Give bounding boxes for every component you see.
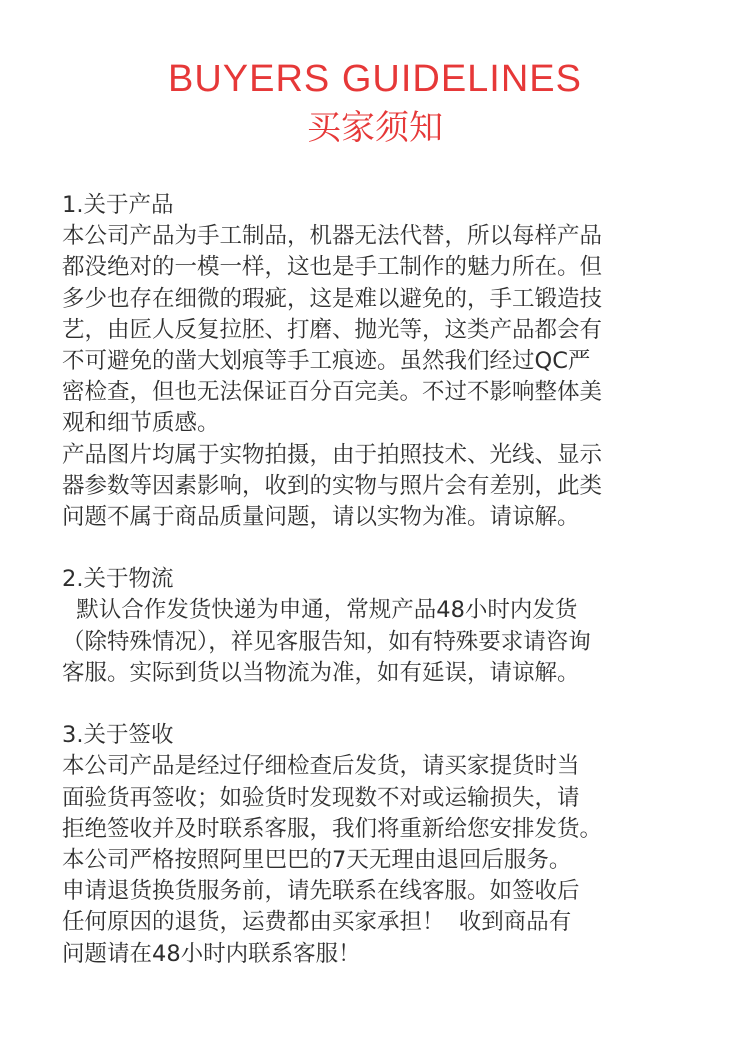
paragraph-line: 产品图片均属于实物拍摄，由于拍照技术、光线、显示 [62,441,603,468]
paragraph-line: 申请退货换货服务前，请先联系在线客服。如签收后 [62,878,580,905]
section-heading: 1.关于产品 [62,192,174,218]
paragraph-line: 不可避免的凿大划痕等手工痕迹。虽然我们经过QC严 [62,347,591,374]
paragraph-line: 问题请在48小时内联系客服！ [62,940,361,967]
title-english: BUYERS GUIDELINES [168,58,582,100]
paragraph-line: 问题不属于商品质量问题，请以实物为准。请谅解。 [62,503,580,530]
section-spacer [62,689,702,720]
section-products [62,190,702,533]
paragraph-line: 艺，由匠人反复拉胚、打磨、抛光等，这类产品都会有 [62,316,603,343]
section-logistics [62,564,702,689]
title-chinese: 买家须知 [307,108,443,148]
section-spacer [62,533,702,564]
section-heading: 3.关于签收 [62,722,174,749]
paragraph-line: 本公司产品为手工制品，机器无法代替，所以每样产品 [62,223,603,250]
paragraph-line: （除特殊情况），祥见客服告知，如有特殊要求请咨询 [62,628,591,655]
section-receipt [62,720,702,970]
paragraph-line: 密检查，但也无法保证百分百完美。不过不影响整体美 [62,379,603,406]
paragraph-line: 本公司产品是经过仔细检查后发货，请买家提货时当 [62,753,580,780]
paragraph-line: 器参数等因素影响，收到的实物与照片会有差别，此类 [62,472,603,499]
paragraph-line: 本公司严格按照阿里巴巴的7天无理由退回后服务。 [62,846,572,873]
paragraph-line: 默认合作发货快递为申通，常规产品48小时内发货 [62,597,578,624]
paragraph-line: 面验货再签收；如验货时发现数不对或运输损失，请 [62,784,580,811]
paragraph-line: 客服。实际到货以当物流为准，如有延误，请谅解。 [62,659,580,686]
paragraph-line: 都没绝对的一模一样，这也是手工制作的魅力所在。但 [62,254,603,281]
paragraph-line: 任何原因的退货，运费都由买家承担！ 收到商品有 [62,909,572,936]
paragraph-line: 拒绝签收并及时联系客服，我们将重新给您安排发货。 [62,815,603,842]
paragraph-line: 多少也存在细微的瑕疵，这是难以避免的，手工锻造技 [62,285,603,312]
paragraph-line: 观和细节质感。 [62,410,220,437]
section-heading: 2.关于物流 [62,566,174,593]
guidelines-content [62,190,702,970]
